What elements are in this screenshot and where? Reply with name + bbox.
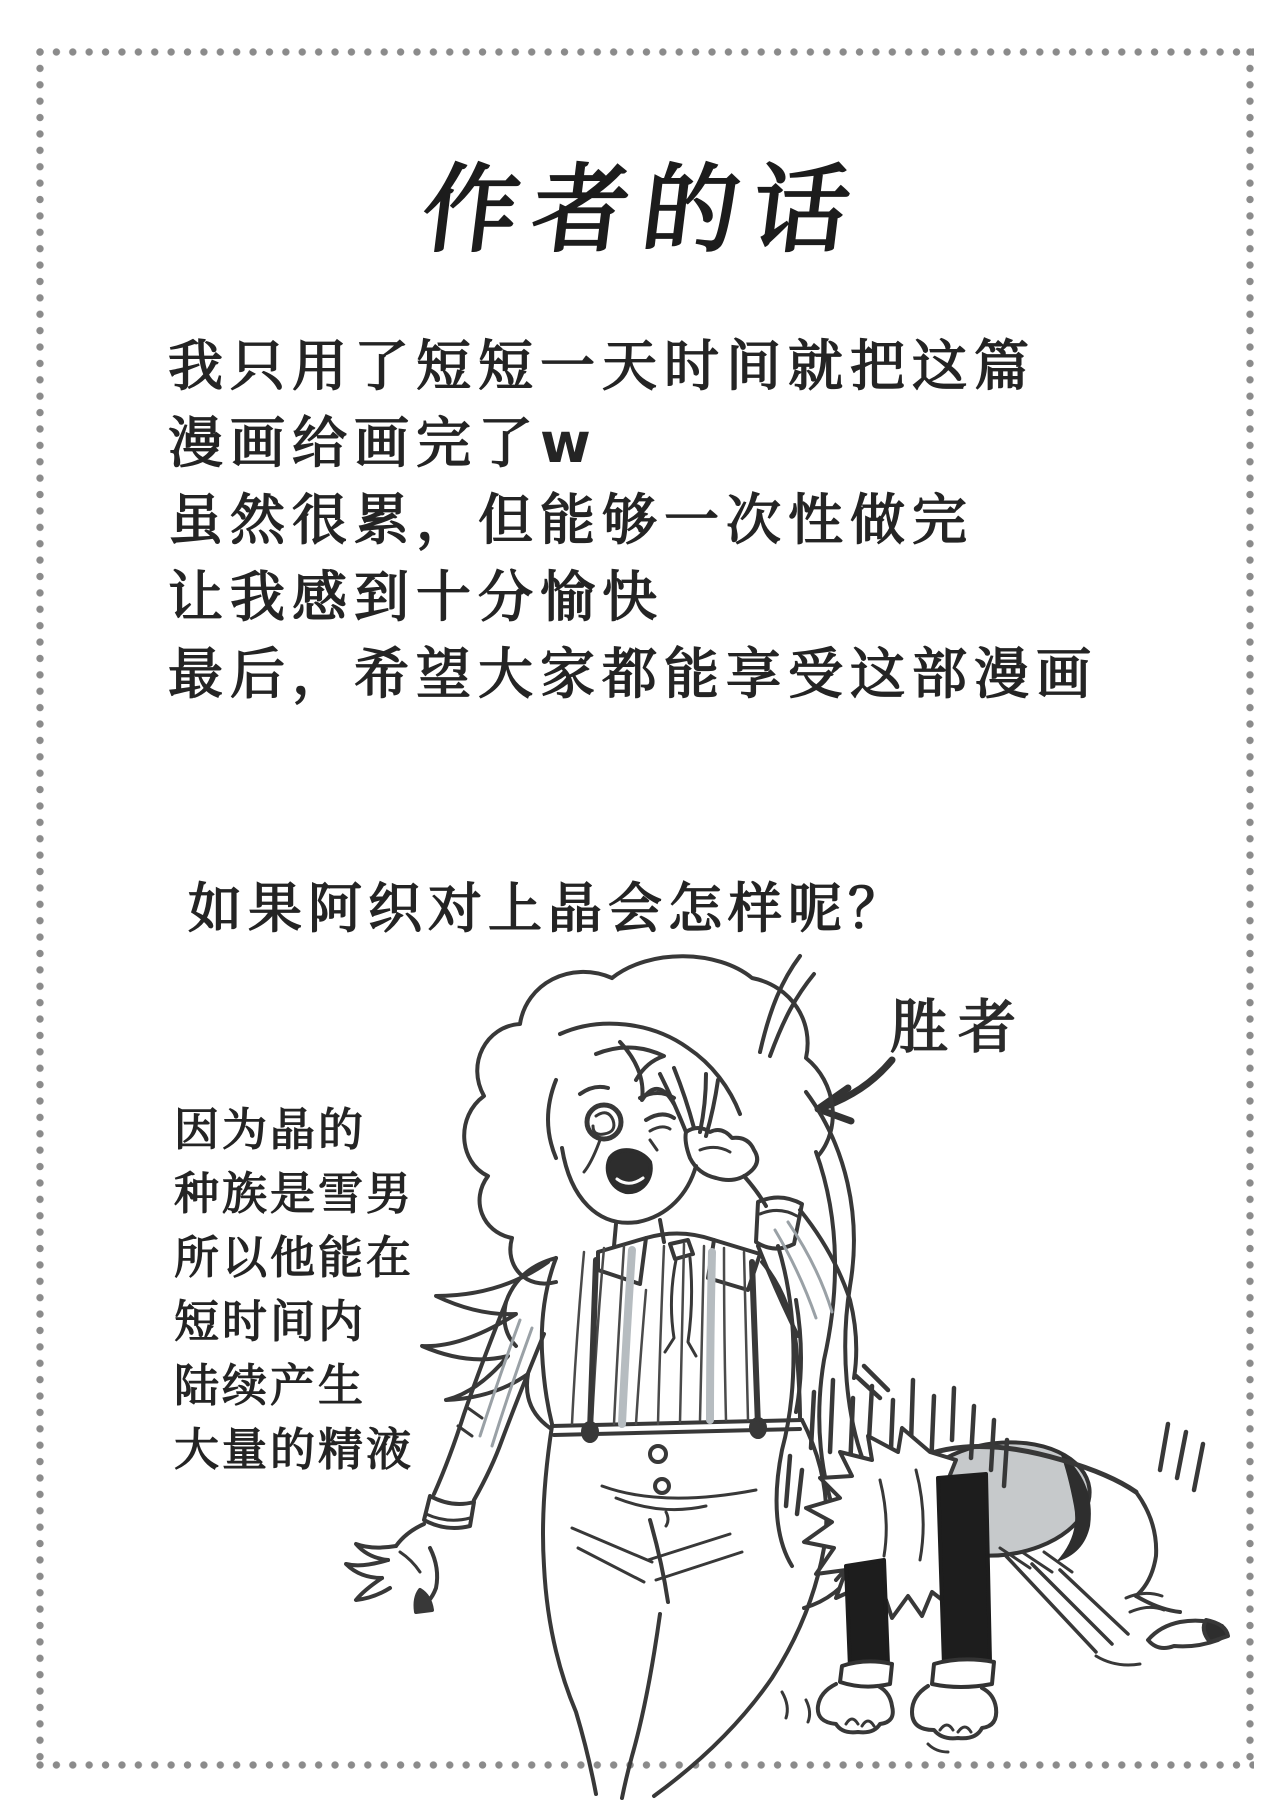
winner-label: 胜者	[890, 993, 1027, 1061]
winner-character-sketch	[346, 956, 871, 1798]
note-line-5: 陆续产生	[174, 1359, 367, 1412]
loser-character-sketch	[782, 1366, 1228, 1752]
note-line-2: 种族是雪男	[174, 1167, 415, 1220]
note-line-3: 所以他能在	[174, 1231, 415, 1284]
note-line-1: 因为晶的	[174, 1103, 367, 1156]
paragraph-line-5: 最后，希望大家都能享受这部漫画	[168, 642, 1099, 706]
question-line: 如果阿织对上晶会怎样呢？	[188, 877, 908, 940]
paragraph-line-2: 漫画给画完了w	[168, 411, 598, 475]
page-title: 作者的话	[416, 154, 870, 266]
paragraph-line-3: 虽然很累，但能够一次性做完	[168, 488, 975, 552]
note-line-4: 短时间内	[174, 1295, 367, 1348]
note-line-6: 大量的精液	[174, 1423, 415, 1476]
paragraph-line-4: 让我感到十分愉快	[168, 565, 665, 629]
paragraph-line-1: 我只用了短短一天时间就把这篇	[168, 334, 1037, 398]
